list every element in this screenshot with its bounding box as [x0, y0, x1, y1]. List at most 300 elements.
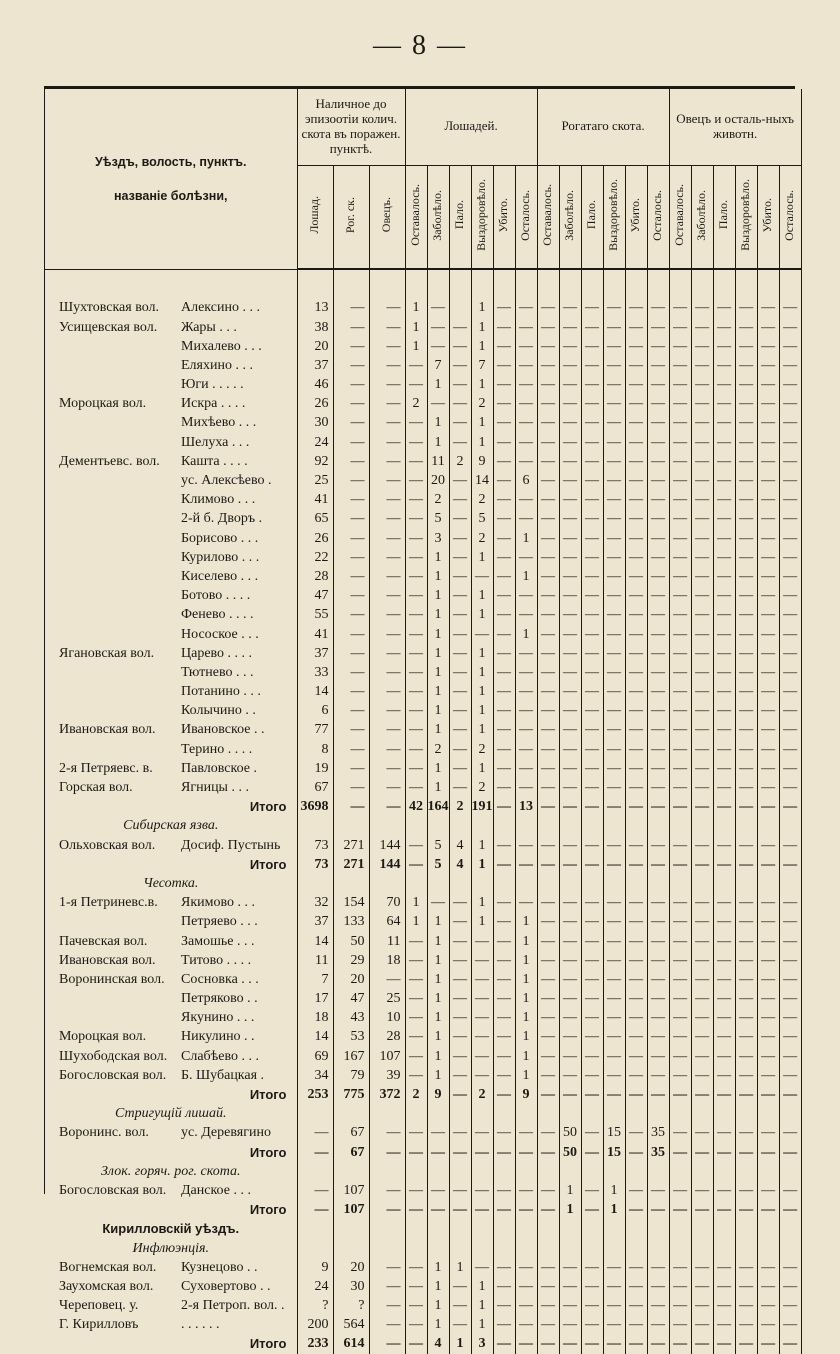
presence-value: —: [333, 663, 369, 682]
stat-value: —: [713, 509, 735, 528]
presence-header: Наличное до эпизоотіи колич. скота въ поражен. пунктѣ.: [297, 89, 405, 165]
stat-value: —: [559, 394, 581, 413]
stat-value: —: [757, 298, 779, 317]
stat-value: —: [625, 1143, 647, 1162]
stat-value: —: [713, 1315, 735, 1334]
stat-value: —: [735, 1085, 757, 1104]
stat-value: —: [691, 893, 713, 912]
stat-value: —: [757, 317, 779, 336]
stat-value: 50: [559, 1143, 581, 1162]
group-col-header: [581, 165, 603, 269]
stat-value: —: [603, 509, 625, 528]
stat-value: —: [735, 490, 757, 509]
stat-value: —: [559, 989, 581, 1008]
stat-value: —: [647, 682, 669, 701]
stat-value: —: [405, 1047, 427, 1066]
stat-value: —: [713, 836, 735, 855]
stat-value: —: [713, 413, 735, 432]
stat-value: —: [537, 797, 559, 816]
group-col-label: Заболѣло.: [430, 189, 445, 241]
stat-value: —: [779, 912, 801, 931]
stat-value: —: [779, 1085, 801, 1104]
stat-value: —: [559, 1277, 581, 1296]
stat-value: 1: [515, 624, 537, 643]
stat-value: —: [405, 490, 427, 509]
stat-value: 1: [427, 682, 449, 701]
stat-value: 3: [427, 529, 449, 548]
presence-col-header: [333, 165, 369, 269]
stat-value: 20: [427, 471, 449, 490]
stat-value: —: [405, 855, 427, 874]
stat-value: —: [427, 298, 449, 317]
stat-value: —: [669, 1047, 691, 1066]
stat-value: —: [515, 605, 537, 624]
stat-value: —: [691, 1315, 713, 1334]
table-row: [45, 605, 801, 624]
table-row: [45, 1008, 801, 1027]
stat-value: —: [537, 759, 559, 778]
stat-value: —: [427, 394, 449, 413]
stat-value: 1: [603, 1181, 625, 1200]
stat-value: —: [515, 663, 537, 682]
presence-value: 46: [297, 375, 333, 394]
stat-value: —: [757, 912, 779, 931]
stat-value: —: [581, 375, 603, 394]
stat-value: —: [779, 1334, 801, 1353]
stat-value: —: [559, 605, 581, 624]
stat-value: —: [559, 1066, 581, 1085]
stat-value: 15: [603, 1123, 625, 1142]
presence-col-header: [297, 165, 333, 269]
stat-value: —: [449, 970, 471, 989]
stat-value: —: [603, 317, 625, 336]
group-col-label: Оставалось.: [672, 184, 687, 246]
stat-value: 1: [427, 720, 449, 739]
presence-value: 133: [333, 912, 369, 931]
stat-value: —: [735, 1277, 757, 1296]
stat-value: —: [757, 394, 779, 413]
district-name: Кирилловскій уѣздъ.: [45, 1219, 297, 1238]
point-name: Терино . . . .: [181, 741, 253, 757]
stat-value: 1: [515, 529, 537, 548]
stat-value: —: [691, 1200, 713, 1219]
stat-value: —: [603, 1047, 625, 1066]
presence-value: 67: [333, 1143, 369, 1162]
stat-value: —: [405, 701, 427, 720]
stat-value: —: [493, 759, 515, 778]
stat-value: —: [581, 1027, 603, 1046]
stat-value: —: [559, 548, 581, 567]
stat-value: —: [625, 1200, 647, 1219]
disease-name: Инфлюэнція.: [45, 1238, 297, 1257]
stat-value: —: [757, 1296, 779, 1315]
stat-value: —: [515, 413, 537, 432]
table-row: [45, 1277, 801, 1296]
presence-value: 271: [333, 855, 369, 874]
presence-value: —: [333, 509, 369, 528]
stat-value: —: [603, 548, 625, 567]
stat-value: —: [537, 605, 559, 624]
stat-value: 1: [427, 1258, 449, 1277]
stat-value: —: [647, 989, 669, 1008]
stat-value: —: [625, 1085, 647, 1104]
stat-value: —: [603, 375, 625, 394]
stat-value: —: [603, 529, 625, 548]
table-row: [45, 1258, 801, 1277]
stat-value: —: [427, 893, 449, 912]
stat-value: —: [537, 951, 559, 970]
stat-value: —: [493, 931, 515, 950]
stat-value: —: [581, 586, 603, 605]
stat-value: —: [647, 317, 669, 336]
stat-value: —: [471, 1258, 493, 1277]
point-name: Якимово . . .: [181, 895, 256, 911]
stat-value: —: [449, 394, 471, 413]
stat-value: —: [537, 663, 559, 682]
presence-value: —: [369, 567, 405, 586]
stat-value: —: [449, 778, 471, 797]
stat-value: —: [647, 298, 669, 317]
stat-value: —: [405, 1334, 427, 1353]
table-row: [45, 1315, 801, 1334]
stat-value: —: [493, 413, 515, 432]
stat-value: 1: [515, 989, 537, 1008]
stat-value: —: [669, 951, 691, 970]
stat-value: —: [757, 855, 779, 874]
stat-value: —: [625, 931, 647, 950]
stat-value: —: [779, 1315, 801, 1334]
stat-value: —: [603, 836, 625, 855]
stat-value: 1: [515, 567, 537, 586]
stat-value: —: [735, 836, 757, 855]
stat-value: —: [559, 452, 581, 471]
stat-value: —: [625, 836, 647, 855]
stat-value: —: [647, 778, 669, 797]
presence-value: —: [369, 720, 405, 739]
stat-value: —: [493, 586, 515, 605]
stat-value: 1: [471, 605, 493, 624]
presence-value: 11: [369, 931, 405, 950]
location-cell: [45, 624, 297, 643]
stat-value: —: [669, 797, 691, 816]
stat-value: —: [537, 1334, 559, 1353]
presence-value: —: [369, 701, 405, 720]
stat-value: —: [757, 1277, 779, 1296]
stat-value: —: [537, 740, 559, 759]
stat-value: —: [471, 567, 493, 586]
stat-value: —: [713, 1334, 735, 1353]
stat-value: —: [493, 663, 515, 682]
stat-value: 1: [427, 970, 449, 989]
stat-value: —: [493, 529, 515, 548]
location-cell: [45, 1296, 297, 1315]
presence-value: —: [333, 298, 369, 317]
stat-value: —: [757, 1047, 779, 1066]
presence-value: 14: [297, 682, 333, 701]
point-name: Фенево . . . .: [181, 607, 254, 623]
stat-value: 1: [471, 375, 493, 394]
presence-value: 3698: [297, 797, 333, 816]
stat-value: —: [691, 778, 713, 797]
stat-value: —: [647, 1066, 669, 1085]
stat-value: —: [625, 663, 647, 682]
stat-value: —: [537, 1008, 559, 1027]
stat-value: —: [449, 931, 471, 950]
stat-value: —: [493, 644, 515, 663]
stat-value: —: [735, 1296, 757, 1315]
stat-value: —: [603, 912, 625, 931]
stat-value: —: [691, 797, 713, 816]
stat-value: —: [603, 663, 625, 682]
stat-value: —: [493, 701, 515, 720]
stat-value: —: [449, 701, 471, 720]
volost-name: Ольховская вол.: [59, 837, 156, 853]
stat-value: —: [625, 701, 647, 720]
volost-name: Заухомская вол.: [59, 1278, 154, 1294]
presence-value: —: [369, 529, 405, 548]
stat-value: [449, 298, 471, 317]
stat-value: —: [669, 644, 691, 663]
location-cell: [45, 452, 297, 471]
stat-value: —: [757, 663, 779, 682]
stat-value: 1: [471, 855, 493, 874]
stat-value: —: [779, 720, 801, 739]
location-cell: [45, 912, 297, 931]
location-cell: [45, 759, 297, 778]
presence-value: —: [333, 682, 369, 701]
stat-value: 1: [471, 586, 493, 605]
presence-value: —: [333, 394, 369, 413]
stat-value: —: [537, 682, 559, 701]
stat-value: —: [757, 529, 779, 548]
stat-value: —: [559, 490, 581, 509]
table-row: [45, 682, 801, 701]
disease-section-row: [45, 816, 801, 835]
stat-value: —: [537, 644, 559, 663]
stat-value: —: [405, 1008, 427, 1027]
stat-value: —: [691, 567, 713, 586]
presence-value: —: [369, 1200, 405, 1219]
stat-value: —: [713, 1047, 735, 1066]
stat-value: —: [647, 663, 669, 682]
group-col-label: Убито.: [760, 197, 775, 233]
stat-value: —: [581, 394, 603, 413]
stat-value: —: [449, 529, 471, 548]
total-label: Итого: [45, 797, 297, 816]
stat-value: —: [713, 720, 735, 739]
presence-value: —: [333, 759, 369, 778]
stat-value: —: [669, 1066, 691, 1085]
stat-value: —: [647, 1008, 669, 1027]
group-col-label: Осталось.: [782, 189, 797, 241]
presence-value: —: [333, 452, 369, 471]
stat-value: —: [735, 605, 757, 624]
stat-value: —: [515, 1143, 537, 1162]
table-row: [45, 452, 801, 471]
stat-value: —: [647, 1277, 669, 1296]
stat-value: —: [603, 605, 625, 624]
stat-value: —: [735, 663, 757, 682]
stat-value: —: [581, 605, 603, 624]
stat-value: —: [779, 375, 801, 394]
stat-value: —: [581, 1334, 603, 1353]
stat-value: —: [581, 337, 603, 356]
presence-value: 253: [297, 1085, 333, 1104]
table-row: [45, 740, 801, 759]
stat-value: —: [669, 893, 691, 912]
stat-value: —: [515, 701, 537, 720]
stat-value: —: [735, 720, 757, 739]
stat-value: —: [691, 1334, 713, 1353]
district-header: [45, 89, 297, 269]
presence-value: 64: [369, 912, 405, 931]
stat-value: —: [691, 433, 713, 452]
stat-value: —: [493, 317, 515, 336]
stat-value: —: [735, 586, 757, 605]
table-row: [45, 490, 801, 509]
stat-value: —: [713, 1181, 735, 1200]
stat-value: —: [581, 797, 603, 816]
stat-value: —: [691, 701, 713, 720]
stat-value: —: [691, 1047, 713, 1066]
presence-value: 20: [297, 337, 333, 356]
stat-value: —: [625, 1296, 647, 1315]
presence-value: —: [333, 490, 369, 509]
stat-value: —: [603, 452, 625, 471]
stat-value: —: [647, 586, 669, 605]
stat-value: 9: [515, 1085, 537, 1104]
stat-value: —: [713, 797, 735, 816]
stat-value: —: [603, 644, 625, 663]
stat-value: —: [603, 1258, 625, 1277]
stat-value: —: [559, 413, 581, 432]
stat-value: —: [735, 797, 757, 816]
stat-value: —: [647, 970, 669, 989]
location-cell: [45, 548, 297, 567]
table-row: [45, 337, 801, 356]
presence-value: 26: [297, 529, 333, 548]
stat-value: —: [559, 567, 581, 586]
total-row: [45, 855, 801, 874]
stat-value: 2: [427, 740, 449, 759]
stat-value: —: [647, 356, 669, 375]
stat-value: —: [691, 452, 713, 471]
presence-value: 53: [333, 1027, 369, 1046]
table-row: [45, 1047, 801, 1066]
stat-value: —: [581, 509, 603, 528]
location-cell: [45, 471, 297, 490]
presence-value: —: [333, 701, 369, 720]
stat-value: —: [559, 375, 581, 394]
stat-value: —: [625, 548, 647, 567]
presence-value: 372: [369, 1085, 405, 1104]
stat-value: —: [713, 912, 735, 931]
disease-section-row: [45, 1238, 801, 1257]
volost-name: Дементьевс. вол.: [59, 453, 160, 469]
stat-value: —: [757, 433, 779, 452]
stat-value: —: [449, 356, 471, 375]
stat-value: —: [757, 356, 779, 375]
stat-value: —: [757, 1143, 779, 1162]
stat-value: —: [449, 1123, 471, 1142]
stat-value: —: [735, 951, 757, 970]
stat-value: —: [493, 1123, 515, 1142]
presence-value: 200: [297, 1315, 333, 1334]
stat-value: —: [779, 298, 801, 317]
presence-value: —: [369, 452, 405, 471]
stat-value: —: [625, 644, 647, 663]
stat-value: —: [405, 567, 427, 586]
stat-value: 9: [471, 452, 493, 471]
stat-value: —: [625, 337, 647, 356]
stat-value: —: [537, 1143, 559, 1162]
stat-value: —: [669, 317, 691, 336]
stat-value: —: [625, 1334, 647, 1353]
point-name: Курилово . . .: [181, 549, 260, 565]
group-col-header: [779, 165, 801, 269]
location-cell: [45, 337, 297, 356]
stat-value: —: [691, 951, 713, 970]
stat-value: —: [691, 586, 713, 605]
location-cell: [45, 989, 297, 1008]
group-col-label: Заболѣло.: [694, 189, 709, 241]
stat-value: —: [449, 471, 471, 490]
stat-value: —: [581, 1123, 603, 1142]
stat-value: —: [779, 1181, 801, 1200]
stat-value: —: [647, 394, 669, 413]
stat-value: —: [449, 663, 471, 682]
stat-value: —: [713, 1296, 735, 1315]
stat-value: —: [735, 394, 757, 413]
point-name: Потанино . . .: [181, 684, 261, 700]
table-row: [45, 759, 801, 778]
stat-value: —: [691, 1258, 713, 1277]
total-label: Итого: [45, 1143, 297, 1162]
stat-value: —: [625, 797, 647, 816]
stat-value: —: [779, 970, 801, 989]
stat-value: —: [779, 433, 801, 452]
stat-value: —: [713, 778, 735, 797]
stat-value: —: [493, 989, 515, 1008]
group-col-header: [471, 165, 493, 269]
stat-value: —: [647, 529, 669, 548]
stat-value: —: [735, 1066, 757, 1085]
stat-value: —: [625, 855, 647, 874]
stat-value: —: [449, 1027, 471, 1046]
stat-value: —: [581, 970, 603, 989]
stat-value: —: [449, 759, 471, 778]
total-row: [45, 1334, 801, 1353]
stat-value: —: [757, 682, 779, 701]
stat-value: —: [647, 1334, 669, 1353]
stat-value: —: [713, 337, 735, 356]
stat-value: —: [713, 356, 735, 375]
stat-value: —: [405, 413, 427, 432]
table-row: [45, 931, 801, 950]
stat-value: —: [779, 701, 801, 720]
stat-value: —: [515, 452, 537, 471]
group-col-label: Пало.: [452, 200, 467, 230]
point-name: 2-я Петроп. вол. .: [181, 1298, 285, 1314]
stat-value: —: [581, 1277, 603, 1296]
point-name: Искра . . . .: [181, 396, 246, 412]
location-cell: [45, 1277, 297, 1296]
stat-value: —: [559, 893, 581, 912]
stat-value: —: [713, 605, 735, 624]
stat-value: —: [449, 912, 471, 931]
stat-value: —: [647, 951, 669, 970]
presence-value: —: [369, 586, 405, 605]
